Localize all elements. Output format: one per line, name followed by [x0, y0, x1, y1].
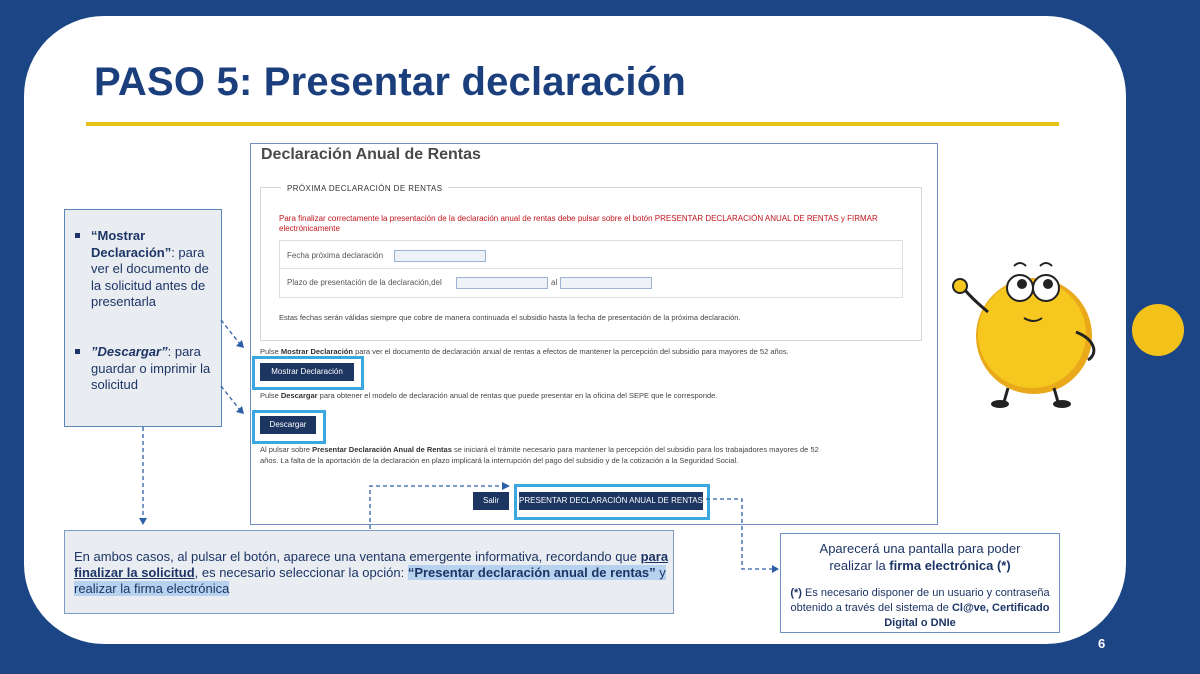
plazo-to-label: al: [551, 278, 558, 287]
descargar-highlight: [252, 410, 326, 444]
popup-text-post: y realizar la firma electrónica: [74, 565, 666, 596]
presentar-instruction: [260, 445, 819, 455]
page-title: PASO 5: Presentar declaración: [94, 60, 686, 104]
mascot-foot-right: [1053, 400, 1071, 408]
firma-callout-note: [781, 586, 1059, 631]
callout-descargar-bold: ”Descargar”: [91, 344, 168, 359]
plazo-to-field: [560, 277, 652, 289]
firma-note-bold: Cl@ve, Certificado Digital o DNIe: [884, 602, 1050, 629]
firma-note-text: Es necesario disponer de un usuario y contraseña obtenido a través del sistema de: [790, 587, 1050, 614]
title-divider: [86, 122, 1059, 126]
mascot-body: [978, 280, 1086, 388]
panel-title: Declaración Anual de Rentas: [261, 146, 481, 163]
mostrar-highlight: [252, 356, 364, 390]
firma-callout-main: [781, 540, 1059, 574]
mascot-eyebrows: [1014, 263, 1052, 266]
mostrar-instruction-pre: Pulse: [260, 347, 279, 356]
popup-explanation-text: [74, 549, 670, 597]
fieldset-legend: PRÓXIMA DECLARACIÓN DE RENTAS: [281, 184, 448, 193]
firma-callout: [780, 533, 1060, 633]
presentar-highlight: [514, 484, 710, 520]
buttons-explanation-callout: [64, 209, 222, 427]
presentar-instruction-bold: Presentar Declaración Anual de Rentas: [312, 445, 452, 454]
mostrar-instruction-post: para ver el documento de declaración anual de rentas a efectos de mantener la percepción del subsidio para mayores de 52 años.: [355, 347, 789, 356]
firma-warning: Para finalizar correctamente la presentación de la declaración anual de rentas debe pulsar sobre el botón PRESENTAR DECLARACIÓN ANUAL DE RENTAS y FIRMAR electrónicamente: [279, 214, 878, 233]
fecha-label: Fecha próxima declaración: [287, 251, 384, 260]
callout-mostrar-bold: “Mostrar Declaración”: [91, 228, 172, 260]
declaracion-panel: [250, 143, 938, 525]
popup-text-mid: , es necesario seleccionar la opción:: [194, 565, 405, 580]
validity-note: Estas fechas serán válidas siempre que cobre de manera continuada el subsidio hasta la fecha de presentación de la próxima declaración.: [279, 313, 741, 322]
callout-item-descargar-text: [91, 344, 221, 394]
popup-explanation-callout: [64, 530, 674, 614]
callout-descargar-rest: : para guardar o imprimir la solicitud: [91, 344, 211, 392]
popup-option-quoted: “Presentar declaración anual de rentas”: [407, 565, 656, 580]
presentar-instruction-post: se iniciará el trámite necesario para mantener la percepción del subsidio para los trabajadores mayores de 52: [454, 445, 819, 454]
bullet-square-icon: [75, 349, 80, 354]
mascot-pupil-right: [1043, 279, 1053, 289]
callout-item-mostrar-text: [91, 228, 221, 311]
firma-callout-line2: [781, 557, 1059, 574]
mascot-hand-left: [953, 279, 967, 293]
callout-mostrar-rest: : para ver el documento de la solicitud antes de presentarla: [91, 244, 209, 309]
descargar-button[interactable]: Descargar: [260, 416, 316, 434]
dates-divider: [280, 268, 902, 269]
presentar-instruction-line2: años. La falta de la aportación de la declaración en plazo implicará la interrupción del pago del subsidio y de la cotización a la Seguridad Social.: [260, 456, 739, 465]
popup-text-pre: En ambos casos, al pulsar el botón, aparece una ventana emergente informativa, recordando que: [74, 549, 637, 564]
slide-bottom-band: [0, 644, 1200, 674]
presentar-instruction-pre: Al pulsar sobre: [260, 445, 311, 454]
firma-callout-line2-pre: realizar la: [829, 558, 890, 573]
popup-text-strong: para finalizar la solicitud: [74, 549, 669, 580]
decorative-yellow-dot: [1132, 304, 1184, 356]
descargar-instruction-pre: Pulse: [260, 391, 279, 400]
bullet-square-icon: [75, 233, 80, 238]
descargar-instruction-bold: Descargar: [280, 391, 318, 400]
firma-callout-line2-bold: firma electrónica (*): [889, 558, 1011, 573]
mascot-foot-left: [991, 400, 1009, 408]
descargar-instruction: [260, 391, 717, 401]
mascot-pupil-left: [1017, 279, 1027, 289]
firma-note-star: (*): [790, 587, 802, 599]
dates-box: [279, 240, 903, 298]
mascot-illustration: [946, 252, 1106, 412]
mostrar-instruction-bold: Mostrar Declaración: [280, 347, 353, 356]
fecha-field: [394, 250, 486, 262]
plazo-from-field: [456, 277, 548, 289]
descargar-instruction-post: para obtener el modelo de declaración anual de rentas que puede presentar en la oficina del SEPE que le corresponde.: [319, 391, 718, 400]
plazo-label: Plazo de presentación de la declaración,del: [287, 278, 442, 287]
salir-button[interactable]: Salir: [473, 492, 509, 510]
page-number: 6: [1098, 636, 1106, 651]
mostrar-declaracion-button[interactable]: Mostrar Declaración: [260, 363, 354, 381]
presentar-declaracion-button[interactable]: PRESENTAR DECLARACIÓN ANUAL DE RENTAS: [519, 492, 703, 510]
firma-callout-line1: Aparecerá una pantalla para poder: [819, 541, 1021, 556]
